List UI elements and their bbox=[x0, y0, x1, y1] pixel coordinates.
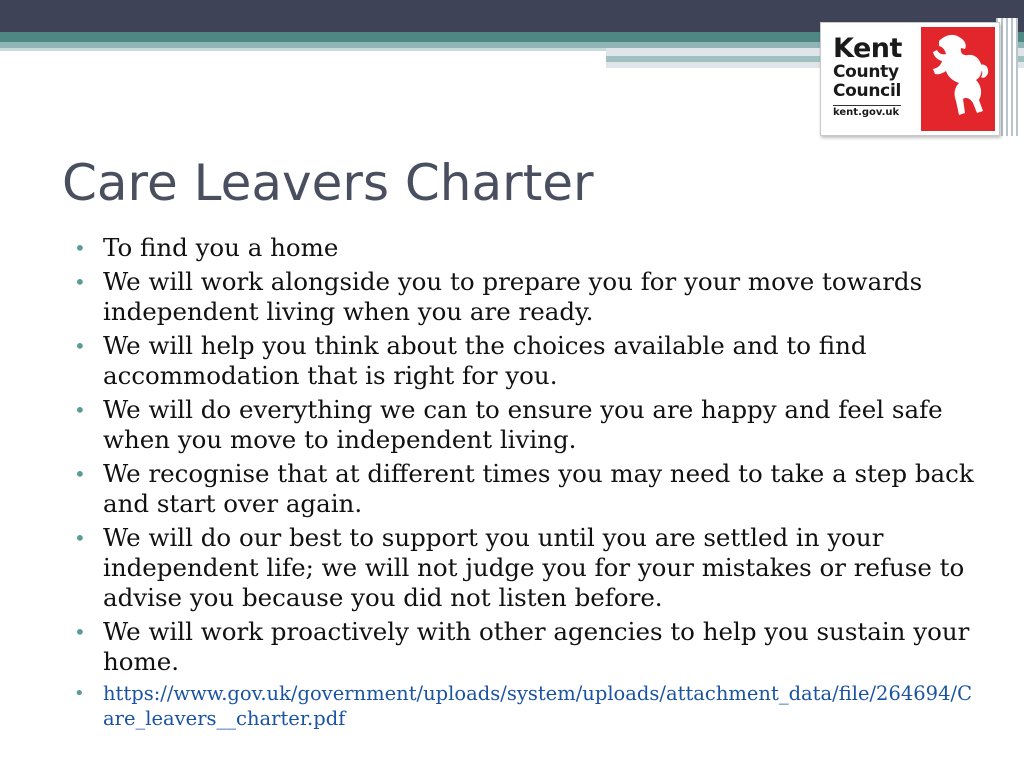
white-horse-icon bbox=[921, 27, 995, 131]
bullet-dot-icon: • bbox=[74, 526, 86, 550]
bullet-dot-icon: • bbox=[74, 398, 86, 422]
logo-line-county: County bbox=[833, 62, 899, 82]
bullet-dot-icon: • bbox=[74, 620, 86, 644]
bullet-item bbox=[74, 395, 974, 455]
slide-title: Care Leavers Charter bbox=[62, 154, 594, 212]
bullet-list bbox=[74, 233, 974, 735]
logo-text bbox=[833, 35, 902, 118]
bullet-text: To find you a home bbox=[103, 233, 339, 262]
top-thin-bar bbox=[0, 48, 606, 51]
bullet-dot-icon: • bbox=[74, 236, 86, 260]
logo-line-kent: Kent bbox=[833, 33, 902, 64]
bullet-text: We will work alongside you to prepare you for your move towards independent living when you are ready. bbox=[103, 267, 923, 326]
bullet-text: We will do everything we can to ensure you are happy and feel safe when you move to independent living. bbox=[103, 395, 943, 454]
bullet-dot-icon: • bbox=[74, 462, 86, 486]
kent-county-council-logo bbox=[820, 22, 1000, 136]
bullet-item bbox=[74, 331, 974, 391]
charter-link[interactable]: https://www.gov.uk/government/uploads/system/uploads/attachment_data/file/264694/Care_leavers__charter.pdf bbox=[103, 682, 972, 730]
logo-line-council: Council bbox=[833, 81, 901, 101]
bullet-text: We recognise that at different times you may need to take a step back and start over again. bbox=[103, 459, 974, 518]
bullet-item bbox=[74, 267, 974, 327]
bullet-dot-icon: • bbox=[74, 334, 86, 358]
logo-url: kent.gov.uk bbox=[833, 107, 900, 118]
bullet-text: We will work proactively with other agencies to help you sustain your home. bbox=[103, 617, 970, 676]
bullet-item bbox=[74, 233, 974, 263]
bullet-item-link bbox=[74, 681, 974, 731]
bullet-dot-icon: • bbox=[74, 683, 85, 704]
bullet-item bbox=[74, 459, 974, 519]
bullet-text: We will help you think about the choices available and to find accommodation that is right for you. bbox=[103, 331, 867, 390]
bullet-text: We will do our best to support you until you are settled in your independent life; we will not judge you for your mistakes or refuse to advise you because you did not listen before. bbox=[103, 523, 965, 612]
bullet-item bbox=[74, 617, 974, 677]
bullet-dot-icon: • bbox=[74, 270, 86, 294]
bullet-item bbox=[74, 523, 974, 613]
